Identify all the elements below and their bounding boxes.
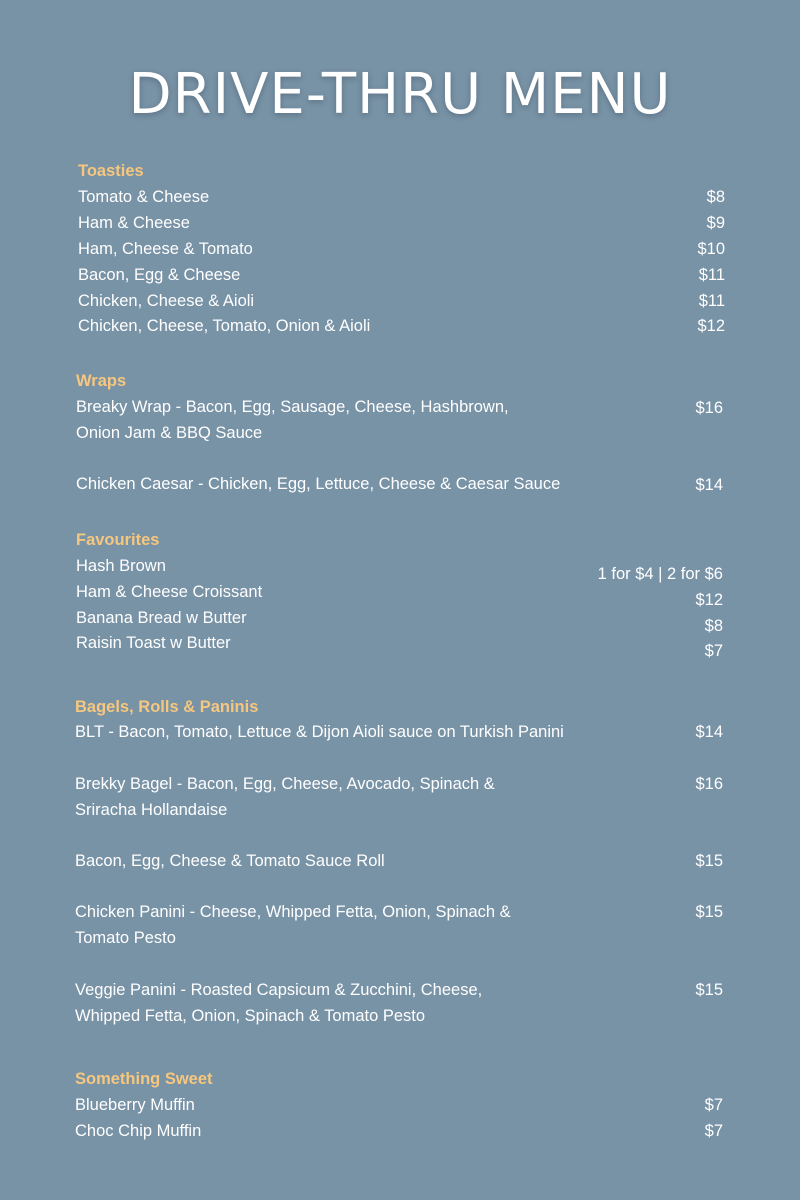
menu-item-price: $8 xyxy=(704,617,723,635)
menu-item-price: $16 xyxy=(695,775,723,793)
menu-item-name: Banana Bread w Butter xyxy=(76,609,247,627)
menu-item-name-line1: Chicken Panini - Cheese, Whipped Fetta, Onion, Spinach & xyxy=(75,903,511,921)
menu-item-name-line1: Brekky Bagel - Bacon, Egg, Cheese, Avocado, Spinach & xyxy=(75,775,495,793)
menu-item-name: Ham & Cheese Croissant xyxy=(76,583,263,601)
section-heading-toasties: Toasties xyxy=(78,162,144,180)
menu-item-price: $15 xyxy=(695,981,723,999)
menu-item-name-line2: Sriracha Hollandaise xyxy=(75,801,228,819)
section-heading-bagels: Bagels, Rolls & Paninis xyxy=(75,698,259,716)
menu-item-price: $7 xyxy=(704,1096,723,1114)
menu-item-price: $7 xyxy=(704,1122,723,1140)
menu-item-price: $14 xyxy=(695,476,723,494)
menu-item-price: $11 xyxy=(698,266,725,284)
menu-item-price: $11 xyxy=(698,292,725,310)
menu-item-name: Choc Chip Muffin xyxy=(75,1122,202,1140)
menu-item-name-line1: Veggie Panini - Roasted Capsicum & Zucchini, Cheese, xyxy=(75,981,483,999)
menu-item-price: $12 xyxy=(697,317,725,335)
menu-item-name: Chicken, Cheese & Aioli xyxy=(78,292,255,310)
section-heading-favourites: Favourites xyxy=(76,531,160,549)
menu-item-name: Raisin Toast w Butter xyxy=(76,634,231,652)
section-heading-wraps: Wraps xyxy=(76,372,127,390)
menu-item-name-line1: Bacon, Egg, Cheese & Tomato Sauce Roll xyxy=(75,852,385,870)
menu-item-price: 1 for $4 | 2 for $6 xyxy=(597,565,723,583)
menu-item-name: Ham & Cheese xyxy=(78,214,190,232)
menu-item-name-line2: Onion Jam & BBQ Sauce xyxy=(76,424,263,442)
menu-item-price: $15 xyxy=(695,852,723,870)
menu-item-price: $9 xyxy=(706,214,725,232)
menu-title: DRIVE-THRU MENU xyxy=(128,62,672,127)
menu-item-price: $14 xyxy=(695,723,723,741)
menu-item-name: Blueberry Muffin xyxy=(75,1096,195,1114)
menu-item-name-line1: Breaky Wrap - Bacon, Egg, Sausage, Cheese, Hashbrown, xyxy=(76,398,509,416)
menu-item-name-line2: Tomato Pesto xyxy=(75,929,176,947)
menu-item-name: Bacon, Egg & Cheese xyxy=(78,266,241,284)
menu-item-name-line1: Chicken Caesar - Chicken, Egg, Lettuce, Cheese & Caesar Sauce xyxy=(76,475,561,493)
menu-item-name: Chicken, Cheese, Tomato, Onion & Aioli xyxy=(78,317,371,335)
menu-item-price: $7 xyxy=(704,642,723,660)
menu-item-name: Tomato & Cheese xyxy=(78,188,210,206)
menu-item-price: $8 xyxy=(706,188,725,206)
menu-item-price: $12 xyxy=(695,591,723,609)
menu-item-name: Ham, Cheese & Tomato xyxy=(78,240,253,258)
menu-item-price: $10 xyxy=(697,240,725,258)
menu-item-name-line1: BLT - Bacon, Tomato, Lettuce & Dijon Aioli sauce on Turkish Panini xyxy=(75,723,564,741)
menu-item-name: Hash Brown xyxy=(76,557,166,575)
menu-item-name-line2: Whipped Fetta, Onion, Spinach & Tomato Pesto xyxy=(75,1007,426,1025)
menu-item-price: $16 xyxy=(695,399,723,417)
menu-item-price: $15 xyxy=(695,903,723,921)
section-heading-sweet: Something Sweet xyxy=(75,1070,213,1088)
